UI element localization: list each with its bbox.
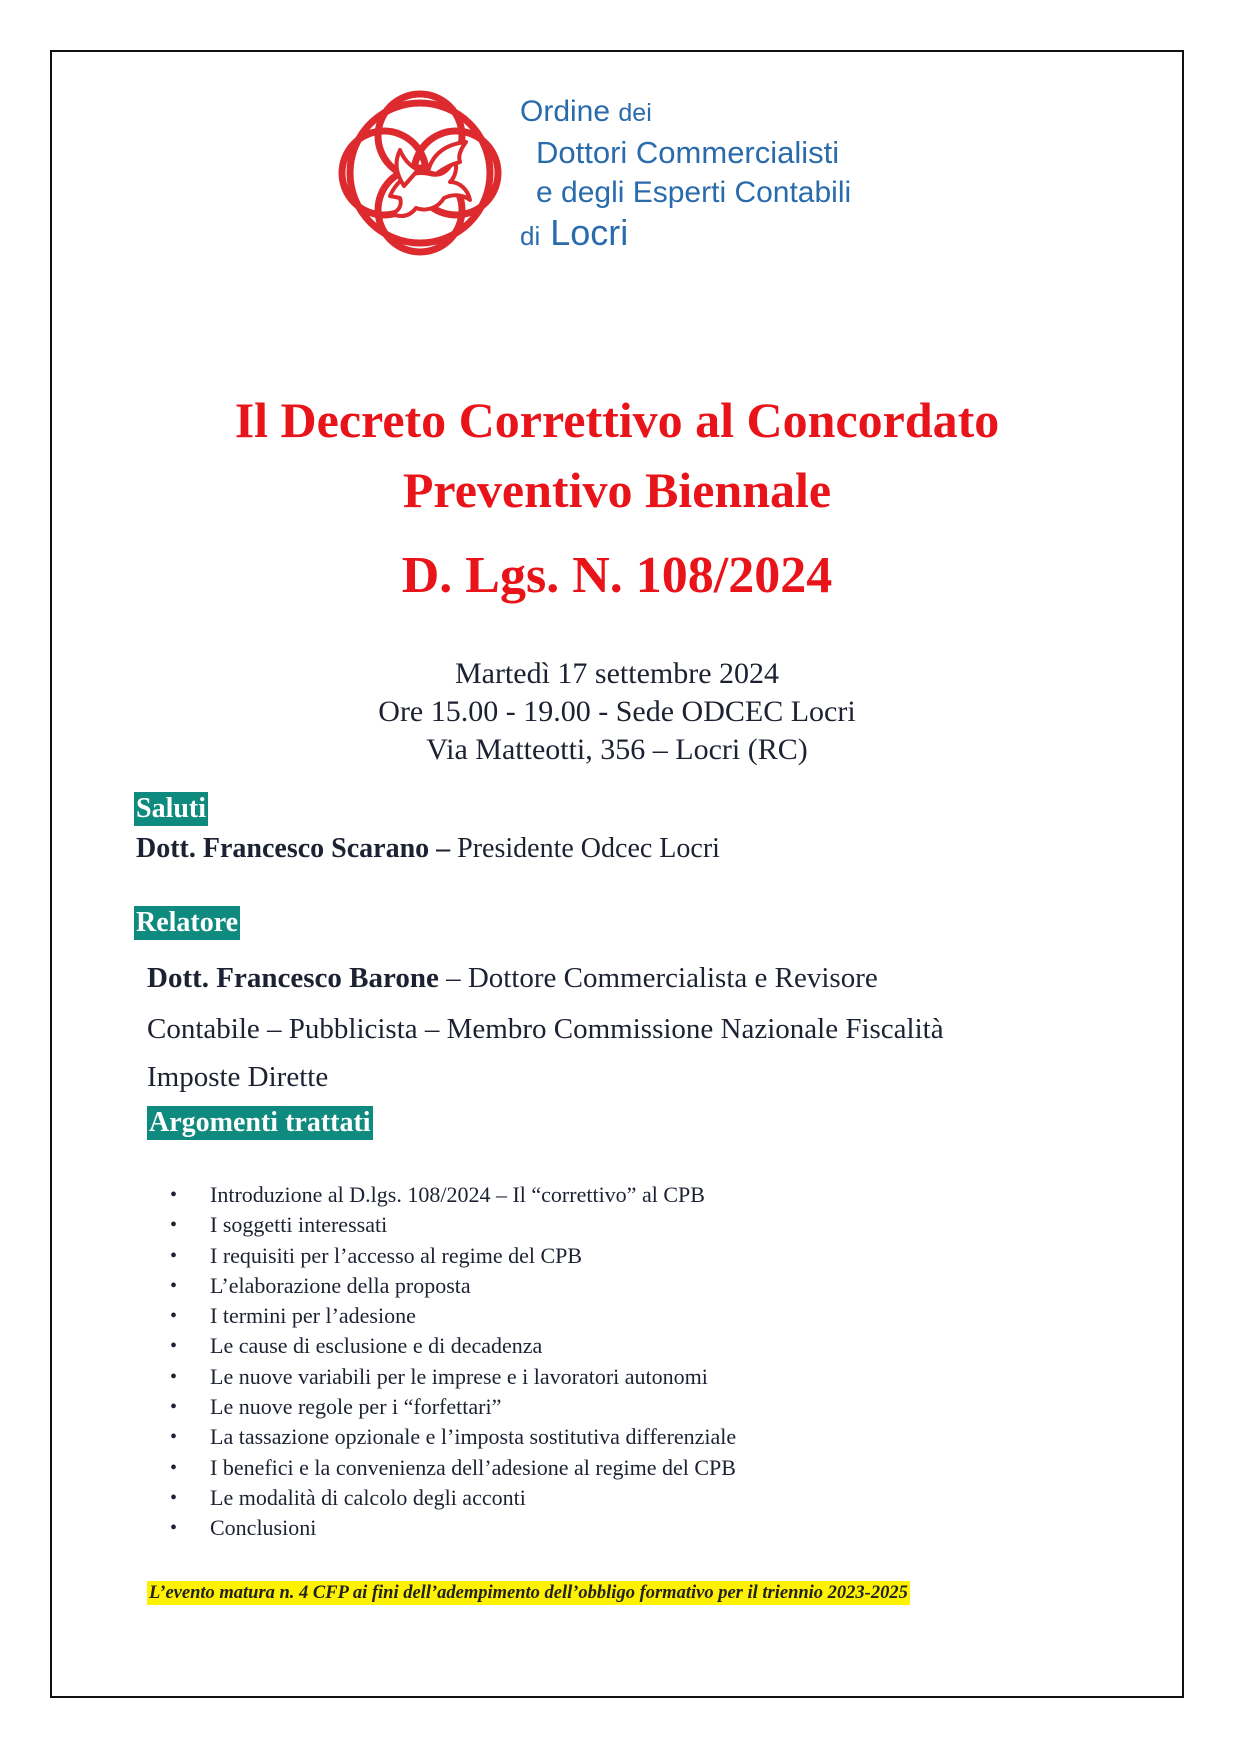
list-item: • Le cause di esclusione e di decadenza — [170, 1331, 736, 1361]
title-line1: Il Decreto Correttivo al Concordato — [234, 392, 1000, 448]
section-label-argomenti: Argomenti trattati — [149, 1107, 371, 1138]
logo-line4-main: Locri — [550, 212, 629, 253]
pegasus-rings-emblem-icon — [320, 78, 520, 268]
saluti-name: Dott. Francesco Scarano – — [136, 833, 451, 864]
saluti-line — [136, 832, 720, 866]
relatore-line3: Imposte Dirette — [147, 1061, 329, 1093]
logo-line1-main: Ordine — [520, 95, 611, 128]
bullet-icon: • — [170, 1486, 178, 1509]
section-label-relatore: Relatore — [136, 907, 239, 938]
bullet-icon: • — [170, 1214, 178, 1237]
list-item: • La tassazione opzionale e l’imposta sostitutiva differenziale — [170, 1422, 736, 1452]
list-item: • I requisiti per l’accesso al regime del CPB — [170, 1241, 736, 1271]
title-line2: Preventivo Biennale — [402, 462, 832, 518]
topics-list — [170, 1180, 736, 1544]
bullet-icon: • — [170, 1365, 178, 1388]
bullet-icon: • — [170, 1396, 178, 1419]
title-decree-number: D. Lgs. N. 108/2024 — [401, 547, 833, 604]
list-item: • Le nuove regole per i “forfettari” — [170, 1392, 736, 1422]
logo-line1-small: dei — [618, 99, 652, 127]
list-item: • Conclusioni — [170, 1513, 736, 1543]
relatore-line2: Contabile – Pubblicista – Membro Commissione Nazionale Fiscalità — [147, 1013, 944, 1045]
bullet-icon: • — [170, 1184, 178, 1206]
logo-wordmark — [520, 92, 851, 256]
logo-line4-small: di — [520, 221, 541, 251]
list-item: • I termini per l’adesione — [170, 1301, 736, 1331]
section-label-saluti: Saluti — [136, 793, 207, 824]
cfp-note: L’evento matura n. 4 CFP ai fini dell’adempimento dell’obbligo formativo per il triennio 2023-2025 — [149, 1583, 908, 1603]
list-item: • L’elaborazione della proposta — [170, 1271, 736, 1301]
list-item: • Introduzione al D.lgs. 108/2024 – Il “correttivo” al CPB — [170, 1180, 736, 1210]
bullet-icon: • — [170, 1426, 178, 1449]
bullet-icon: • — [170, 1517, 178, 1540]
bullet-icon: • — [170, 1305, 178, 1328]
event-time-place: Ore 15.00 - 19.00 - Sede ODCEC Locri — [378, 695, 856, 728]
relatore-line1 — [147, 961, 878, 995]
list-item: • Le nuove variabili per le imprese e i lavoratori autonomi — [170, 1362, 736, 1392]
event-address: Via Matteotti, 356 – Locri (RC) — [426, 733, 808, 766]
list-item: • I benefici e la convenienza dell’adesione al regime del CPB — [170, 1453, 736, 1483]
bullet-icon: • — [170, 1456, 178, 1479]
odcec-logo — [320, 78, 920, 268]
event-date: Martedì 17 settembre 2024 — [454, 657, 780, 690]
bullet-icon: • — [170, 1335, 178, 1358]
list-item: • I soggetti interessati — [170, 1210, 736, 1240]
relatore-line1-rest: – Dottore Commercialista e Revisore — [438, 962, 878, 994]
bullet-icon: • — [170, 1274, 178, 1297]
bullet-icon: • — [170, 1244, 178, 1267]
saluti-role: Presidente Odcec Locri — [450, 833, 720, 864]
relatore-name: Dott. Francesco Barone — [147, 962, 439, 994]
logo-line2: Dottori Commercialisti — [536, 135, 840, 170]
logo-line3: e degli Esperti Contabili — [536, 176, 852, 209]
list-item: • Le modalità di calcolo degli acconti — [170, 1483, 736, 1513]
